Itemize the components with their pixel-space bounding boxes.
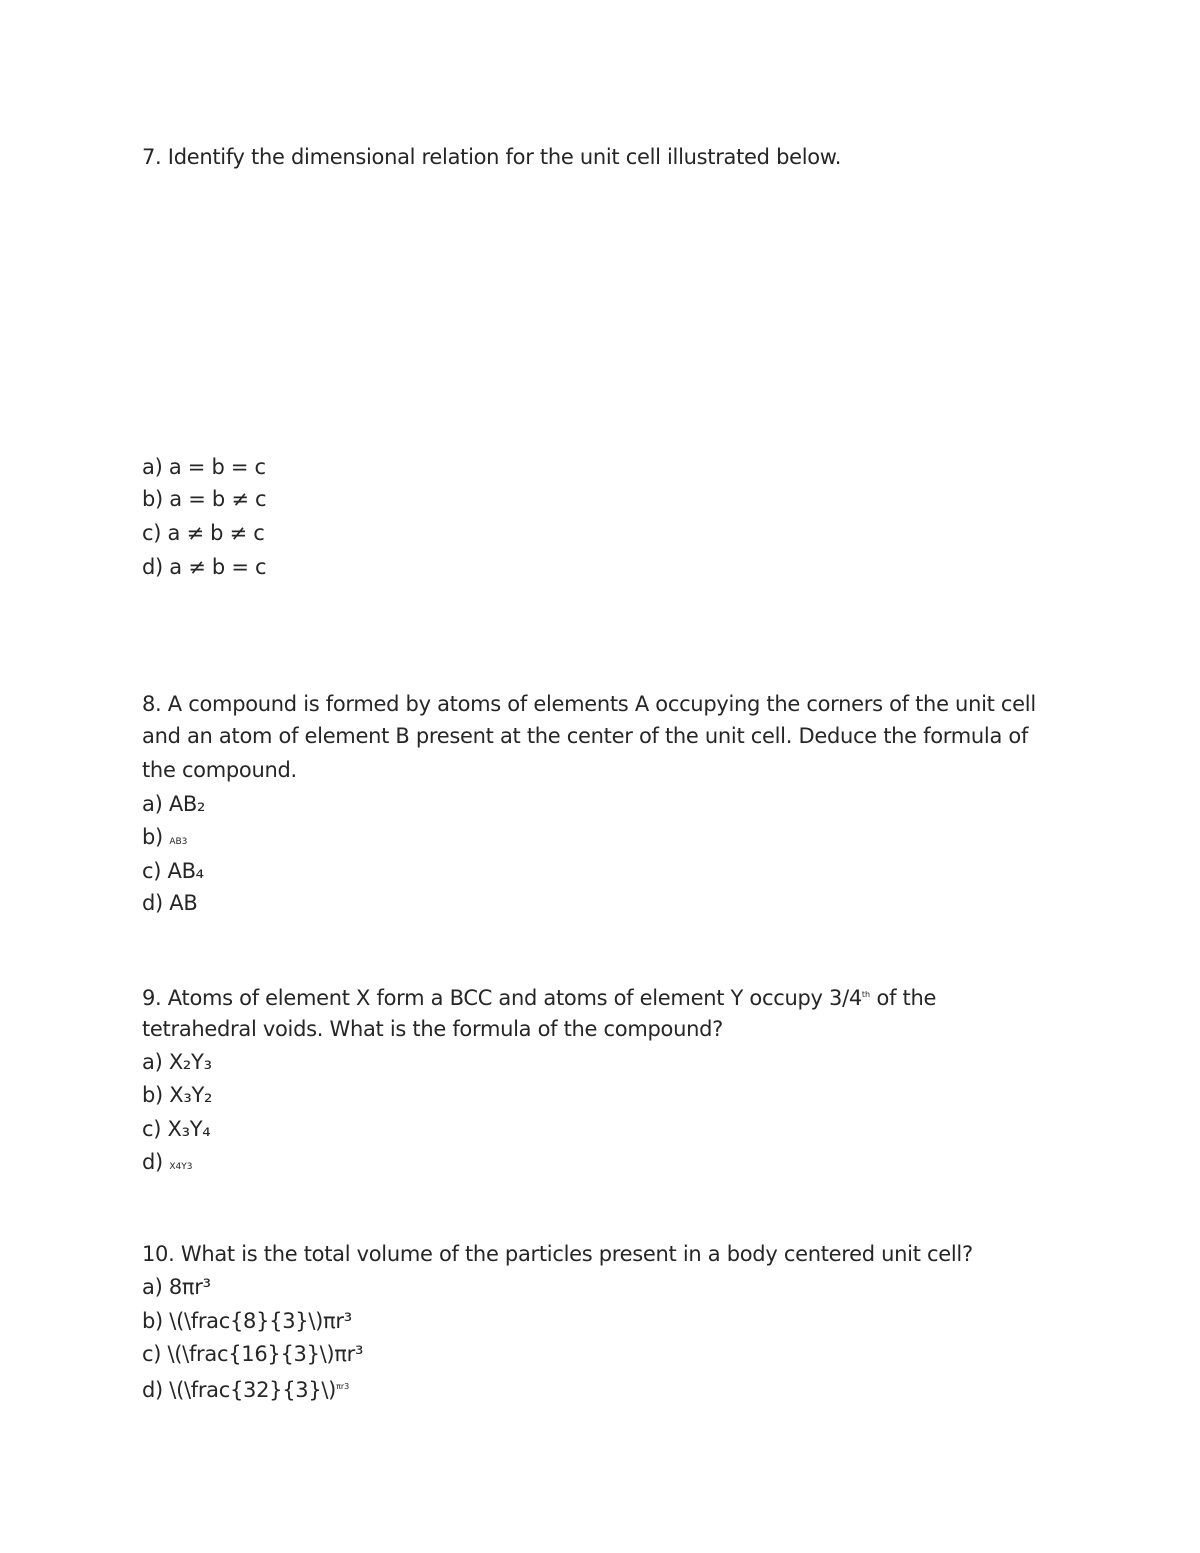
q10-option-c: c) \(\frac{16}{3}\)πr³ — [142, 1342, 364, 1366]
q8-option-c: c) AB₄ — [142, 859, 204, 883]
q9-question-text-end: of the — [870, 986, 937, 1010]
q10-question: 10. What is the total volume of the particles present in a body centered unit cell? — [142, 1242, 973, 1266]
q9-question-text: 9. Atoms of element X form a BCC and atoms of element Y occupy 3/4 — [142, 986, 862, 1010]
q7-option-c: c) a ≠ b ≠ c — [142, 521, 265, 545]
q9-option-d-formula: X4Y3 — [169, 1162, 193, 1172]
q7-option-d: d) a ≠ b = c — [142, 555, 267, 579]
q10-option-a: a) 8πr³ — [142, 1275, 211, 1299]
q10-option-d-formula: πr3 — [336, 1382, 350, 1391]
q7-question: 7. Identify the dimensional relation for the unit cell illustrated below. — [142, 145, 842, 169]
q9-option-c: c) X₃Y₄ — [142, 1117, 211, 1141]
q10-option-d-label: d) \(\frac{32}{3}\) — [142, 1378, 337, 1402]
q7-option-b: b) a = b ≠ c — [142, 487, 267, 511]
q8-option-a: a) AB₂ — [142, 792, 206, 816]
q9-question-line-1 — [142, 979, 936, 1014]
q9-question-line-2: tetrahedral voids. What is the formula of the compound? — [142, 1017, 723, 1041]
q8-question-line-1: 8. A compound is formed by atoms of elements A occupying the corners of the unit cell — [142, 692, 1036, 716]
q9-question-superscript: th — [861, 990, 871, 999]
q10-option-b: b) \(\frac{8}{3}\)πr³ — [142, 1309, 352, 1333]
q8-option-b — [142, 821, 187, 858]
q8-question-line-3: the compound. — [142, 758, 297, 782]
q8-option-b-label: b) — [142, 825, 163, 849]
q8-question-line-2: and an atom of element B present at the center of the unit cell. Deduce the formula of — [142, 724, 1029, 748]
q9-option-d-label: d) — [142, 1150, 163, 1174]
q9-option-a: a) X₂Y₃ — [142, 1050, 212, 1074]
q8-option-b-formula: AB3 — [169, 837, 188, 847]
q9-option-d — [142, 1146, 192, 1183]
q7-option-a: a) a = b = c — [142, 455, 266, 479]
q8-option-d: d) AB — [142, 891, 198, 915]
q9-option-b: b) X₃Y₂ — [142, 1083, 213, 1107]
q10-option-d — [142, 1371, 349, 1406]
